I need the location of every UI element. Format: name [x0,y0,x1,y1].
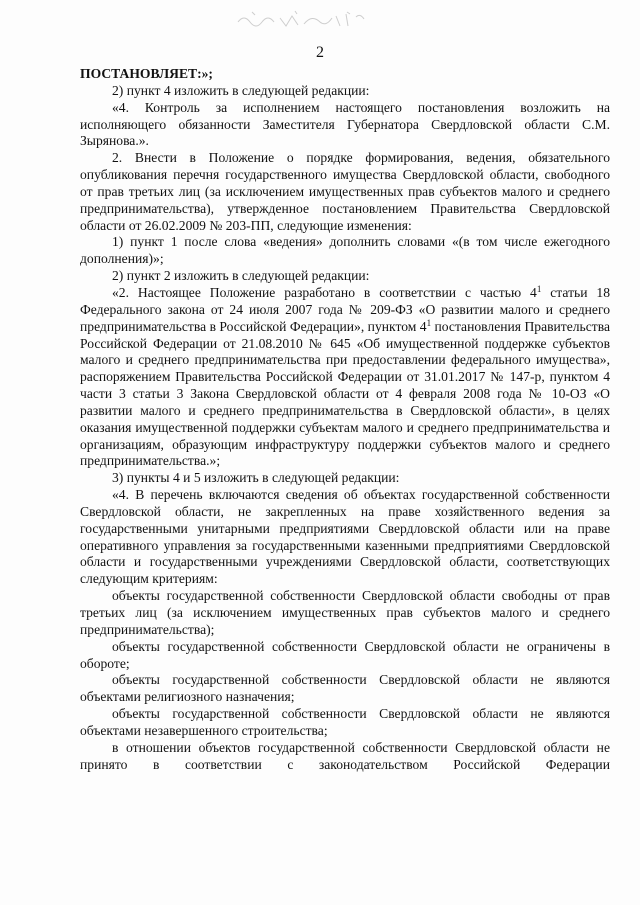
paragraph: объекты государственной собственности Свердловской области не являются объектами незавершенного строительства; [80,706,610,738]
paragraph: объекты государственной собственности Свердловской области не являются объектами религиозного назначения; [80,672,610,705]
paragraph: объекты государственной собственности Свердловской области не ограничены в обороте; [80,638,610,671]
paragraph-text-segment: статьи 18 Федерального закона от 24 июля 2007 года № 209-ФЗ «О развитии малого и среднего предпринимательства в Российской Федерации», пунктом 4 [80,284,610,334]
page-number: 2 [316,44,324,61]
paragraph-text-segment: постановления Правительства Российской Федерации от 21.08.2010 № 645 «Об имущественной поддержке субъектов малого и среднего предпринимательства при предоставлении федерального имущества», распоряжением Правительства Российской Федерации от 31.01.2017 № 147-р, пунктом 4 части 3 статьи 3 Закона Свердловской области от 4 февраля 2008 года № 10-ОЗ «О развитии малого и среднего предпринимательства в Свердловской области», в целях оказания имущественной поддержки субъектам малого и среднего предпринимательства и организациям, образующим инфраструктуру поддержки субъектов малого и среднего предпринимательства.»; [80,318,611,469]
paragraph: 3) пункты 4 и 5 изложить в следующей редакции: [112,470,400,486]
superscript: 1 [426,317,432,328]
paragraph: «4. Контроль за исполнением настоящего постановления возложить на исполняющего обязанности Заместителя Губернатора Свердловской области С.М. Зырянова.». [80,99,610,149]
paragraph: ПОСТАНОВЛЯЕТ:»; [80,66,213,81]
paragraph-text-segment: «2. Настоящее Положение разработано в соответствии с частью 4 [112,284,537,300]
superscript: 1 [536,283,542,294]
paragraph: 1) пункт 1 после слова «ведения» дополнить словами «(в том числе ежегодного дополнения)»; [80,234,610,267]
paragraph: объекты государственной собственности Свердловской области свободны от прав третьих лиц (за исключением имущественных прав субъектов малого и среднего предпринимательства); [80,588,610,637]
paragraph: 2) пункт 2 изложить в следующей редакции: [112,268,370,284]
paragraph: 2. Внести в Положение о порядке формирования, ведения, обязательного опубликования перечня государственного имущества Свердловской области, свободного от прав третьих лиц (за исключением имущественных прав субъектов малого и среднего предпринимательства), утвержденное постановлением Правительства Свердловской области от 26.02.2009 № 203-ПП, следующие изменения: [80,150,610,233]
paragraph: в отношении объектов государственной собственности Свердловской области не принято в соответствии с законодательством Российской Федерации [80,739,610,772]
paragraph [80,285,610,470]
document-body [80,66,610,773]
paragraph: 2) пункт 4 изложить в следующей редакции: [112,82,370,98]
paragraph: «4. В перечень включаются сведения об объектах государственной собственности Свердловской области, не закрепленных на праве хозяйственного ведения за государственными унитарными предприятиями Свердловской области или на праве оперативного управления за государственными казенными предприятиями Свердловской области и государственными учреждениями Свердловской области, соответствующих следующим критериям: [80,487,610,587]
faded-stamp-mark [232,6,382,32]
